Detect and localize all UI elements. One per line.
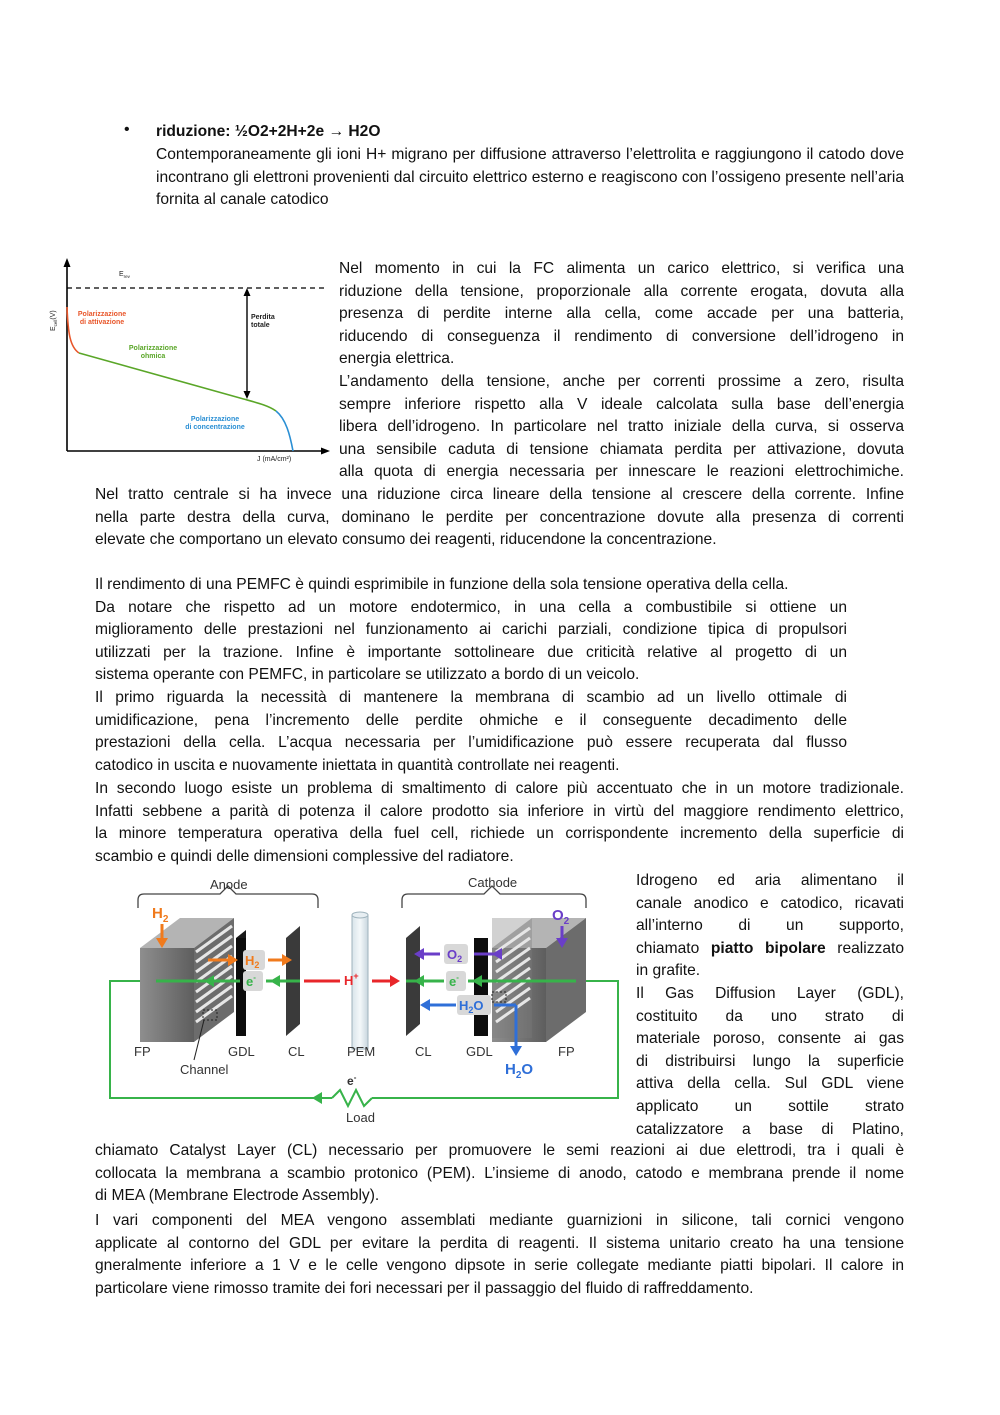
cl-anode-label: CL bbox=[288, 1044, 305, 1059]
h2-gdl-label: $H_2$ bbox=[245, 953, 260, 970]
total-loss-label: Perdita totale bbox=[251, 314, 275, 329]
h2-inlet-label: $H_2$ bbox=[152, 905, 169, 925]
ohmic-label: Polarizzazione ohmica bbox=[128, 345, 178, 360]
h2o-outlet-label: $H_2O$ bbox=[505, 1061, 534, 1081]
paragraph-mea-assembly: I vari componenti del MEA vengono assemblati mediante guarnizioni in silicone, tali cornici vengono applicate al contorno del GDL per evitare la perdita di reagenti. Il sistema unitario creato ha una tensione gneralmente inferiore a 1 V e le celle vengono dipsote in serie collegate mediante piatti bipolari. Il calore in particolare viene rimosso tramite dei fori necessari per il passaggio del fluido di raffreddamento. bbox=[95, 1212, 904, 1297]
gdl-anode-label: GDL bbox=[228, 1044, 255, 1059]
bipolar-plate-term: piatto bipolare bbox=[710, 939, 826, 957]
y-axis-label: $E_{cell}(V)$ bbox=[50, 310, 58, 331]
e-anode-label: e- bbox=[246, 973, 256, 989]
paragraph-curve-regions: Nel tratto centrale si ha invece una riduzione circa lineare della tensione al crescere della corrente. Infine nella parte destra della curva, dominano le perdite per concentrazione dovute alla presenza di correnti elevate che comportano un elevato consumo dei reagenti, riducendone la concentrazione. bbox=[95, 486, 904, 549]
anode-label: Anode bbox=[210, 877, 248, 892]
h2o-gdl-label: $H_2O$ bbox=[459, 998, 484, 1015]
bullet-title: riduzione: ½O2+2H+2e → H2O bbox=[156, 123, 381, 140]
fp-cathode-label: FP bbox=[558, 1044, 575, 1059]
paragraph-bipolar-plate: Idrogeno ed aria alimentano il canale anodico e catodico, ricavati all’interno di un supporto, chiamato piatto bipolare realizzato in grafite. Il Gas Diffusion Layer (GDL), costituito da uno strato di materiale poroso, consente ai gas di distribuirsi lungo la superficie attiva della cella. Sul GDL viene applicato un sottile strato catalizzatore a base di Platino, bbox=[636, 872, 905, 1138]
load-e-label: e- bbox=[347, 1073, 357, 1088]
fuel-cell-diagram bbox=[100, 870, 627, 1130]
load-label: Load bbox=[346, 1110, 375, 1125]
activation-label: Polarizzazione di attivazione bbox=[77, 311, 127, 326]
paragraph-heat: In secondo luogo esiste un problema di smaltimento di calore più accentuato che in un motore tradizionale. Infatti sebbene a parità di potenza il calore prodotto sia inferiore in virtù del maggiore rendimento elettrico, la minore temperatura operativa della fuel cell, richiede un corrispondente incremento della superficie di scambio e quindi delle dimensioni complessive del radiatore. bbox=[95, 780, 904, 865]
channel-label: Channel bbox=[180, 1062, 229, 1077]
polarization-curve-figure bbox=[40, 255, 332, 477]
e-cathode-label: e- bbox=[449, 973, 459, 989]
paragraph-catalyst-layer: chiamato Catalyst Layer (CL) necessario per promuovere le semi reazioni ai due elettrodi, tra i quali è collocata la membrana a scambio protonico (PEM). L’insieme di anodo, catodo e membrana prende il nome di MEA (Membrane Electrode Assembly). bbox=[95, 1142, 904, 1205]
concentration-label: Polarizzazione di concentrazione bbox=[185, 416, 245, 431]
fp-anode-label: FP bbox=[134, 1044, 151, 1059]
gdl-cathode-label: GDL bbox=[466, 1044, 493, 1059]
o2-inlet-label: $O_2$ bbox=[552, 907, 570, 927]
e-rev-label: $E_{rev}$ bbox=[119, 271, 130, 279]
pem-label: PEM bbox=[347, 1044, 376, 1059]
cathode-label: Cathode bbox=[468, 875, 518, 890]
paragraph-voltage-loss: Nel momento in cui la FC alimenta un carico elettrico, si verifica una riduzione della tensione, proporzionale alla corrente erogata, dovuta alla presenza di perdite interne alla cella, come accade per una batteria, riducendo di conseguenza il rendimento di conversione dell’idrogeno in energia elettrica. L’andamento della tensione, anche per correnti prossime a zero, risulta sempre inferiore rispetto alla V ideale calcolata sulla base dell’energia libera dell’idrogeno. In particolare nel tratto iniziale della curva, si osserva una sensibile caduta di tensione chiamata perdita per attivazione, dovuta alla quota di energia necessaria per innescare le reazioni elettrochimiche. bbox=[339, 260, 904, 481]
bullet-marker: • bbox=[124, 121, 130, 138]
x-axis-label: J (mA/cm²) bbox=[257, 456, 292, 463]
load-resistor bbox=[332, 1090, 372, 1106]
h-plus-label: H+ bbox=[344, 971, 359, 988]
concentration-curve bbox=[276, 411, 293, 451]
bullet-body: Contemporaneamente gli ioni H+ migrano per diffusione attraverso l’elettrolita e raggiungono il catodo dove incontrano gli elettroni provenienti dal circuito elettrico esterno e reagiscono con l’ossigeno presente nell’aria fornita al canale catodico bbox=[156, 146, 904, 209]
paragraph-efficiency: Il rendimento di una PEMFC è quindi esprimibile in funzione della sola tensione operativa della cella. Da notare che rispetto ad un motore endotermico, in una cella a combustibile si ottiene un miglioramento delle prestazioni nel funzionamento ai carichi parziali, condizione tipica di propulsori utilizzati per la trazione. Infine è importante sottolineare due criticità relative al progetto di un sistema operante con PEMFC, in particolare se utilizzato a bordo di un veicolo. Il primo riguarda la necessità di mantenere la membrana di scambio ad un livello ottimale di umidificazione, pena l’incremento delle perdite ohmiche e il conseguente decadimento delle prestazioni della cella. L’acqua necessaria per l’umidificazione può essere recuperata dal flusso catodico in uscita e nuovamente iniettata in quantità controllate nei reagenti. bbox=[95, 576, 847, 774]
o2-gdl-label: $O_2$ bbox=[447, 947, 463, 964]
cl-cathode-label: CL bbox=[415, 1044, 432, 1059]
